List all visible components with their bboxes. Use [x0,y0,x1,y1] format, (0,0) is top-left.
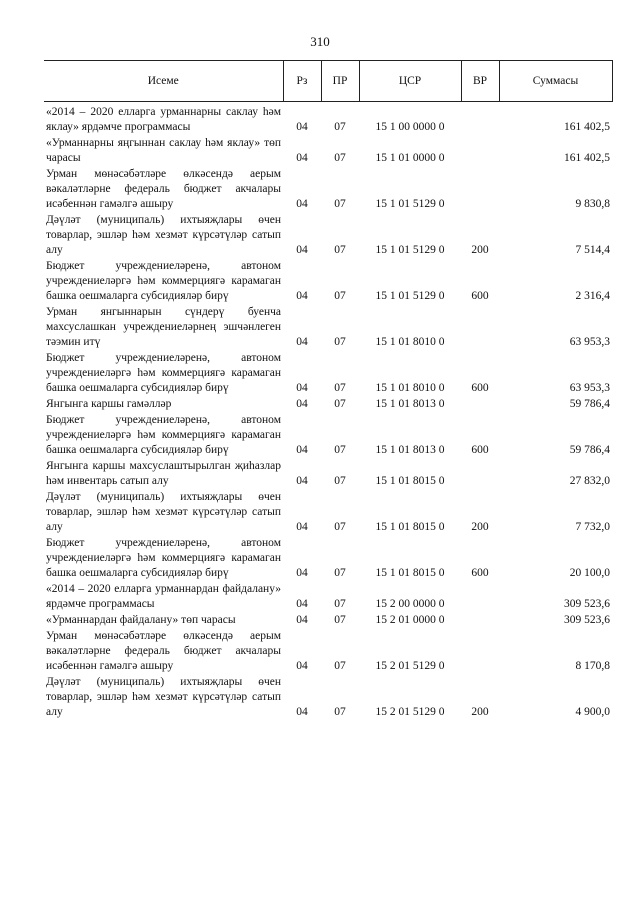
row-csr: 15 1 01 8010 0 [375,336,445,348]
row-name: Бюджет учреждениеләренә, автоном учреждениеләргә һәм коммерциягә карамаган башка оешмаларга субсидияләр бирү [46,260,281,302]
row-pr: 07 [334,567,346,579]
row-name: «Урманнардан файдалану» төп чарасы [46,614,236,626]
row-rz: 04 [296,521,308,533]
table-row [44,351,612,397]
table-row [44,167,612,213]
header-pr: ПР [321,61,359,102]
row-csr: 15 1 01 8015 0 [375,475,445,487]
row-rz: 04 [296,336,308,348]
row-csr: 15 1 01 8013 0 [375,444,445,456]
row-pr: 07 [334,706,346,718]
row-pr: 07 [334,336,346,348]
row-rz: 04 [296,152,308,164]
row-csr: 15 1 01 5129 0 [375,198,445,210]
row-rz: 04 [296,598,308,610]
row-vr: 200 [471,521,489,533]
table-row [44,397,612,413]
row-pr: 07 [334,475,346,487]
table-row [44,413,612,459]
row-vr [461,629,499,675]
row-name: Урман мөнәсәбәтләре өлкәсендә аерым вәкаләтләрне федераль бюджет акчалары исәбеннән гамәлгә ашыру [46,168,281,210]
header-csr: ЦСР [359,61,461,102]
row-vr: 600 [471,444,489,456]
row-vr [461,102,499,137]
header-rz: Рз [283,61,321,102]
row-name: Урман янгыннарын сүндерү буенча махсуслашкан учреждениеләрнең эшчәнлеген тәэмин итү [46,306,281,348]
row-sum: 7 732,0 [575,521,610,533]
table-row [44,675,612,721]
row-csr: 15 2 00 0000 0 [375,598,445,610]
table-row [44,629,612,675]
table-row [44,536,612,582]
page-number: 310 [310,34,330,49]
row-name: Дәүләт (муниципаль) ихтыяҗлары өчен товарлар, эшләр һәм хезмәт күрсәтүләр сатып алу [46,214,281,256]
row-sum: 309 523,6 [564,614,610,626]
row-pr: 07 [334,660,346,672]
table-row [44,213,612,259]
row-name: Дәүләт (муниципаль) ихтыяҗлары өчен товарлар, эшләр һәм хезмәт күрсәтүләр сатып алу [46,676,281,718]
row-vr [461,167,499,213]
row-csr: 15 1 01 5129 0 [375,290,445,302]
row-rz: 04 [296,706,308,718]
row-sum: 2 316,4 [575,290,610,302]
row-pr: 07 [334,244,346,256]
row-sum: 27 832,0 [569,475,610,487]
row-rz: 04 [296,198,308,210]
row-pr: 07 [334,521,346,533]
row-pr: 07 [334,290,346,302]
table-row [44,136,612,167]
row-name: Урман мөнәсәбәтләре өлкәсендә аерым вәкаләтләрне федераль бюджет акчалары исәбеннән гамәлгә ашыру [46,630,281,672]
row-sum: 8 170,8 [575,660,610,672]
row-sum: 4 900,0 [575,706,610,718]
row-csr: 15 1 01 8015 0 [375,567,445,579]
row-vr: 200 [471,706,489,718]
row-csr: 15 1 01 0000 0 [375,152,445,164]
row-vr [461,136,499,167]
row-csr: 15 1 01 8010 0 [375,382,445,394]
row-csr: 15 1 01 5129 0 [375,244,445,256]
table-row [44,305,612,351]
row-rz: 04 [296,121,308,133]
row-pr: 07 [334,152,346,164]
row-csr: 15 2 01 5129 0 [375,706,445,718]
row-rz: 04 [296,614,308,626]
row-csr: 15 2 01 0000 0 [375,614,445,626]
row-name: «2014 – 2020 елларга урманнарны саклау һәм яклау» ярдәмче программасы [46,106,281,133]
row-csr: 15 2 01 5129 0 [375,660,445,672]
row-name: Янгынга каршы гамәлләр [46,398,172,410]
row-vr [461,459,499,490]
row-sum: 161 402,5 [564,121,610,133]
row-pr: 07 [334,614,346,626]
row-rz: 04 [296,398,308,410]
row-pr: 07 [334,598,346,610]
row-sum: 59 786,4 [569,398,610,410]
row-sum: 63 953,3 [569,336,610,348]
table-row [44,613,612,629]
row-vr: 200 [471,244,489,256]
row-name: Бюджет учреждениеләренә, автоном учреждениеләргә һәм коммерциягә карамаган башка оешмаларга субсидияләр бирү [46,352,281,394]
row-name: «2014 – 2020 елларга урманнардан файдалану» ярдәмче программасы [46,583,281,610]
row-name: Бюджет учреждениеләренә, автоном учреждениеләргә һәм коммерциягә карамаган башка оешмаларга субсидияләр бирү [46,537,281,579]
row-vr: 600 [471,567,489,579]
row-vr: 600 [471,290,489,302]
row-rz: 04 [296,567,308,579]
row-rz: 04 [296,660,308,672]
row-pr: 07 [334,121,346,133]
table-row [44,490,612,536]
header-vr: ВР [461,61,499,102]
row-vr: 600 [471,382,489,394]
table-row [44,259,612,305]
row-vr [461,397,499,413]
row-name: Бюджет учреждениеләренә, автоном учреждениеләргә һәм коммерциягә карамаган башка оешмаларга субсидияләр бирү [46,414,281,456]
row-rz: 04 [296,444,308,456]
header-sum: Суммасы [499,61,612,102]
row-vr [461,582,499,613]
row-sum: 63 953,3 [569,382,610,394]
row-rz: 04 [296,290,308,302]
row-csr: 15 1 01 8013 0 [375,398,445,410]
row-rz: 04 [296,475,308,487]
row-pr: 07 [334,382,346,394]
row-name: Дәүләт (муниципаль) ихтыяҗлары өчен товарлар, эшләр һәм хезмәт күрсәтүләр сатып алу [46,491,281,533]
table-row [44,582,612,613]
row-sum: 20 100,0 [569,567,610,579]
row-pr: 07 [334,198,346,210]
table-row [44,102,612,137]
row-pr: 07 [334,398,346,410]
row-pr: 07 [334,444,346,456]
row-vr [461,305,499,351]
row-csr: 15 1 00 0000 0 [375,121,445,133]
row-sum: 161 402,5 [564,152,610,164]
row-name: Янгынга каршы махсуслаштырылган җиһазлар һәм инвентарь сатып алу [46,460,281,487]
row-rz: 04 [296,382,308,394]
row-csr: 15 1 01 8015 0 [375,521,445,533]
row-sum: 309 523,6 [564,598,610,610]
row-sum: 9 830,8 [575,198,610,210]
row-rz: 04 [296,244,308,256]
row-vr [461,613,499,629]
table-header [44,61,612,102]
header-name: Исеме [44,61,283,102]
budget-table [44,60,613,721]
table-row [44,459,612,490]
row-sum: 7 514,4 [575,244,610,256]
row-sum: 59 786,4 [569,444,610,456]
row-name: «Урманнарны яңгыннан саклау һәм яклау» төп чарасы [46,137,281,164]
